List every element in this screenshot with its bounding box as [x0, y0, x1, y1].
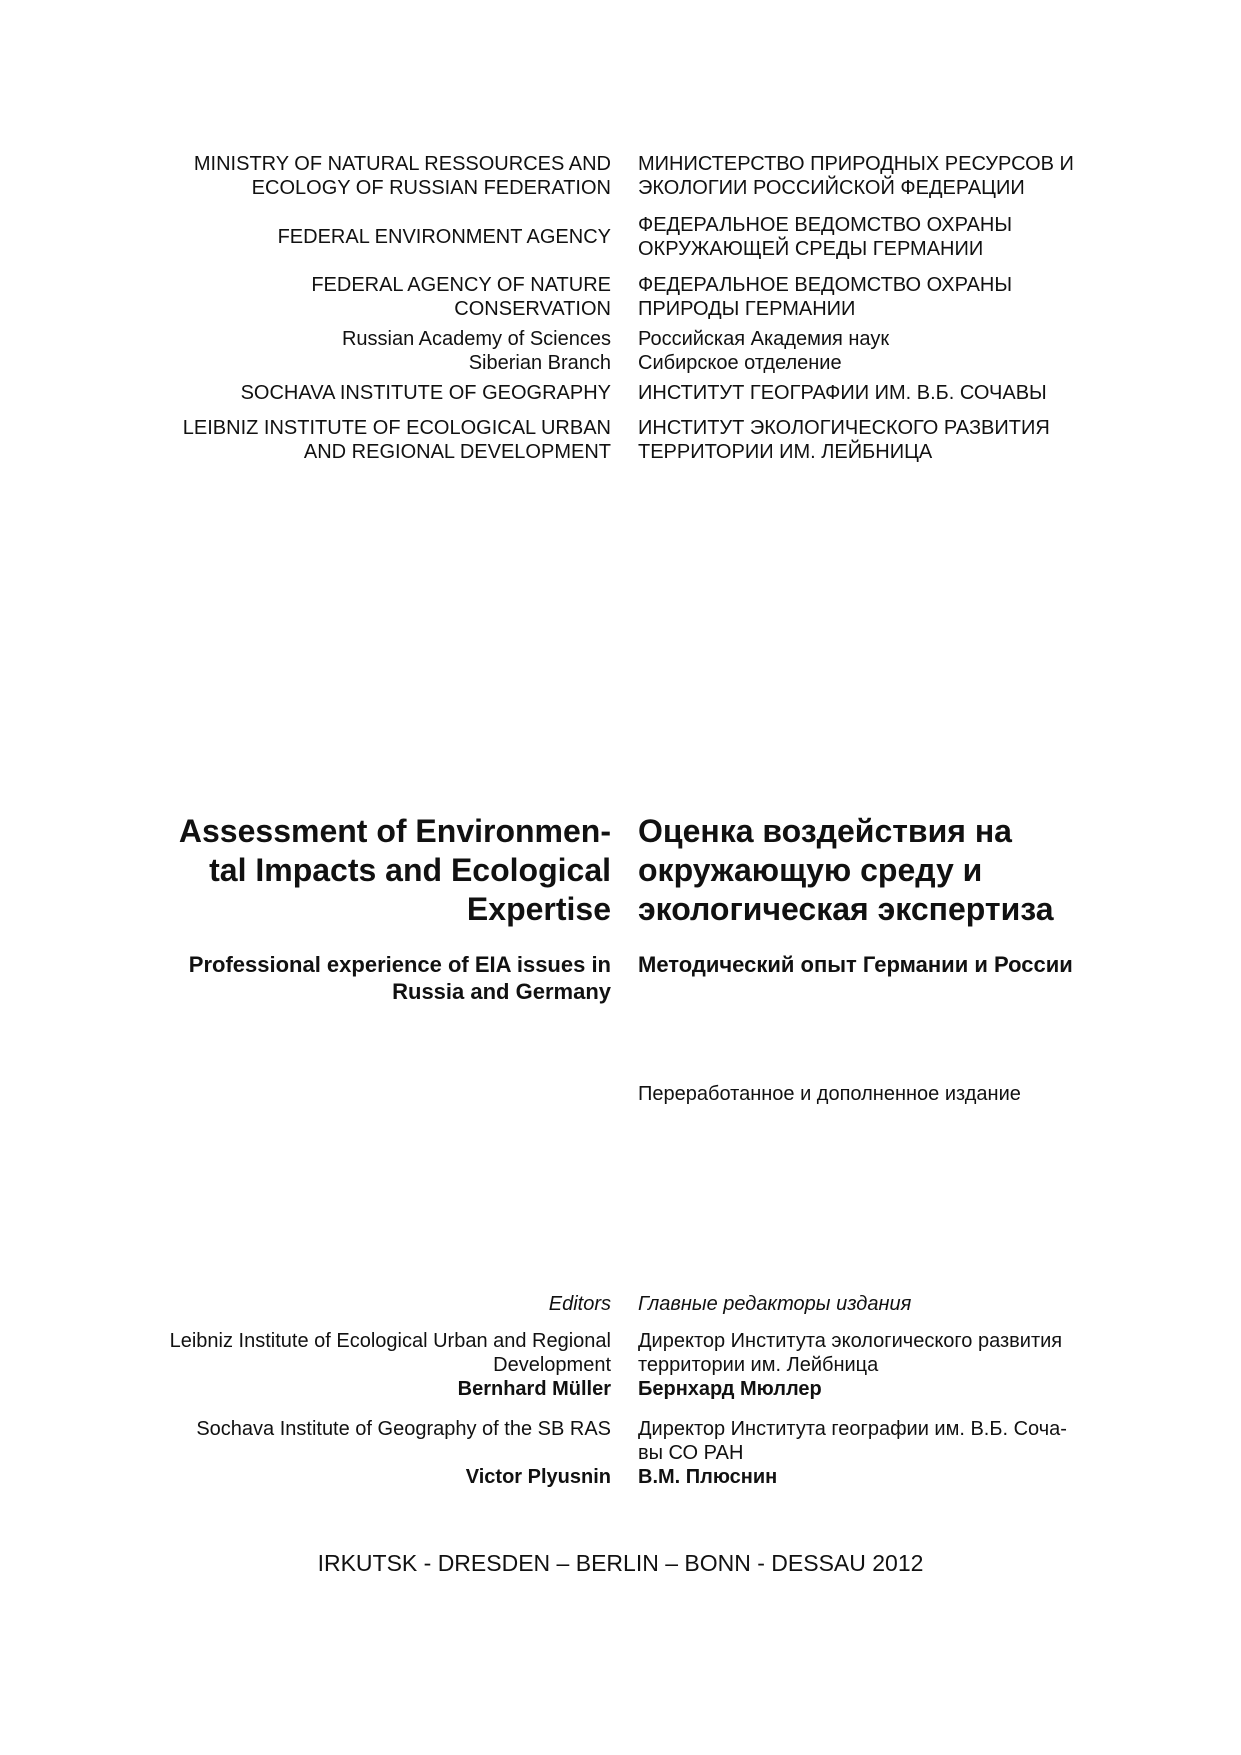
text-line: Siberian Branch: [468, 352, 611, 374]
text-line: MINISTRY OF NATURAL RESSOURCES AND: [193, 153, 611, 175]
editor-1-en: [170, 1329, 611, 1401]
editor-name: Victor Plyusnin: [465, 1466, 611, 1488]
editor-1-ru: [638, 1329, 1062, 1401]
text-line: ПРИРОДЫ ГЕРМАНИИ: [638, 298, 856, 320]
text-line: Russian Academy of Sciences: [341, 328, 611, 350]
editor-name: Бернхард Мюллер: [638, 1378, 822, 1400]
text-line: Методический опыт Германии и России: [638, 952, 1073, 977]
org-sochava-en: [241, 381, 611, 405]
text-line: экологическая экспертиза: [638, 891, 1054, 927]
text-line: Expertise: [466, 891, 611, 927]
org-uba-ru: [638, 213, 1012, 261]
text-line: ИНСТИТУТ ЭКОЛОГИЧЕСКОГО РАЗВИТИЯ: [638, 417, 1050, 439]
text-line: FEDERAL ENVIRONMENT AGENCY: [277, 226, 611, 248]
text-line: ФЕДЕРАЛЬНОЕ ВЕДОМСТВО ОХРАНЫ: [638, 214, 1013, 236]
org-sochava-ru: [638, 381, 1047, 405]
editor-org-line: Директор Института экологического развития: [638, 1330, 1063, 1352]
editor-org-line: территории им. Лейбница: [638, 1354, 879, 1376]
text-line: Professional experience of EIA issues in: [188, 952, 611, 977]
editor-org-line: Development: [493, 1354, 611, 1376]
edition-note: Переработанное и дополненное издание: [638, 1083, 1021, 1105]
text-line: МИНИСТЕРСТВО ПРИРОДНЫХ РЕСУРСОВ И: [638, 153, 1074, 175]
text-line: ECOLOGY OF RUSSIAN FEDERATION: [251, 177, 611, 199]
editor-name: Bernhard Müller: [457, 1378, 611, 1400]
text-line: LEIBNIZ INSTITUTE OF ECOLOGICAL URBAN: [182, 417, 611, 439]
subtitle-en: [189, 951, 611, 1005]
editor-2-en: [196, 1417, 611, 1489]
org-leibniz-ru: [638, 416, 1050, 464]
text-line: ИНСТИТУТ ГЕОГРАФИИ ИМ. В.Б. СОЧАВЫ: [638, 382, 1047, 404]
subtitle-ru: [638, 951, 1073, 978]
org-ministry-ru: [638, 152, 1074, 200]
text-line: CONSERVATION: [454, 298, 611, 320]
text-line: ТЕРРИТОРИИ ИМ. ЛЕЙБНИЦА: [638, 441, 933, 463]
text-line: Сибирское отделение: [638, 352, 842, 374]
page-title-en: [179, 812, 611, 929]
text-line: ЭКОЛОГИИ РОССИЙСКОЙ ФЕДЕРАЦИИ: [638, 177, 1025, 199]
editor-org-line: Директор Института географии им. В.Б. Соча-: [638, 1418, 1067, 1440]
footer-imprint: IRKUTSK - DRESDEN – BERLIN – BONN - DESSAU 2012: [317, 1550, 924, 1576]
editor-org-line: вы СО РАН: [638, 1442, 744, 1464]
editors-label-ru: Главные редакторы издания: [638, 1293, 912, 1315]
page-title-ru: [638, 812, 1054, 929]
text-line: Russia and Germany: [392, 979, 611, 1004]
text-line: AND REGIONAL DEVELOPMENT: [303, 441, 611, 463]
org-bfn-en: [311, 273, 611, 321]
org-ras-ru: [638, 327, 889, 375]
editors-label-en: Editors: [548, 1293, 611, 1315]
editor-org-line: Sochava Institute of Geography of the SB RAS: [196, 1418, 611, 1440]
editor-2-ru: [638, 1417, 1067, 1489]
text-line: ОКРУЖАЮЩЕЙ СРЕДЫ ГЕРМАНИИ: [638, 238, 984, 260]
text-line: окружающую среду и: [638, 852, 983, 888]
text-line: Assessment of Environmen-: [178, 813, 611, 849]
org-uba-en: [278, 225, 611, 249]
text-line: SOCHAVA INSTITUTE OF GEOGRAPHY: [240, 382, 611, 404]
text-line: Российская Академия наук: [638, 328, 890, 350]
text-line: Оценка воздействия на: [638, 813, 1012, 849]
org-bfn-ru: [638, 273, 1012, 321]
org-ministry-en: [194, 152, 611, 200]
editor-name: В.М. Плюснин: [638, 1466, 778, 1488]
text-line: ФЕДЕРАЛЬНОЕ ВЕДОМСТВО ОХРАНЫ: [638, 274, 1013, 296]
editor-org-line: Leibniz Institute of Ecological Urban and Regional: [169, 1330, 611, 1352]
text-line: tal Impacts and Ecological: [209, 852, 611, 888]
org-leibniz-en: [183, 416, 611, 464]
org-ras-en: [342, 327, 611, 375]
text-line: FEDERAL AGENCY OF NATURE: [311, 274, 611, 296]
